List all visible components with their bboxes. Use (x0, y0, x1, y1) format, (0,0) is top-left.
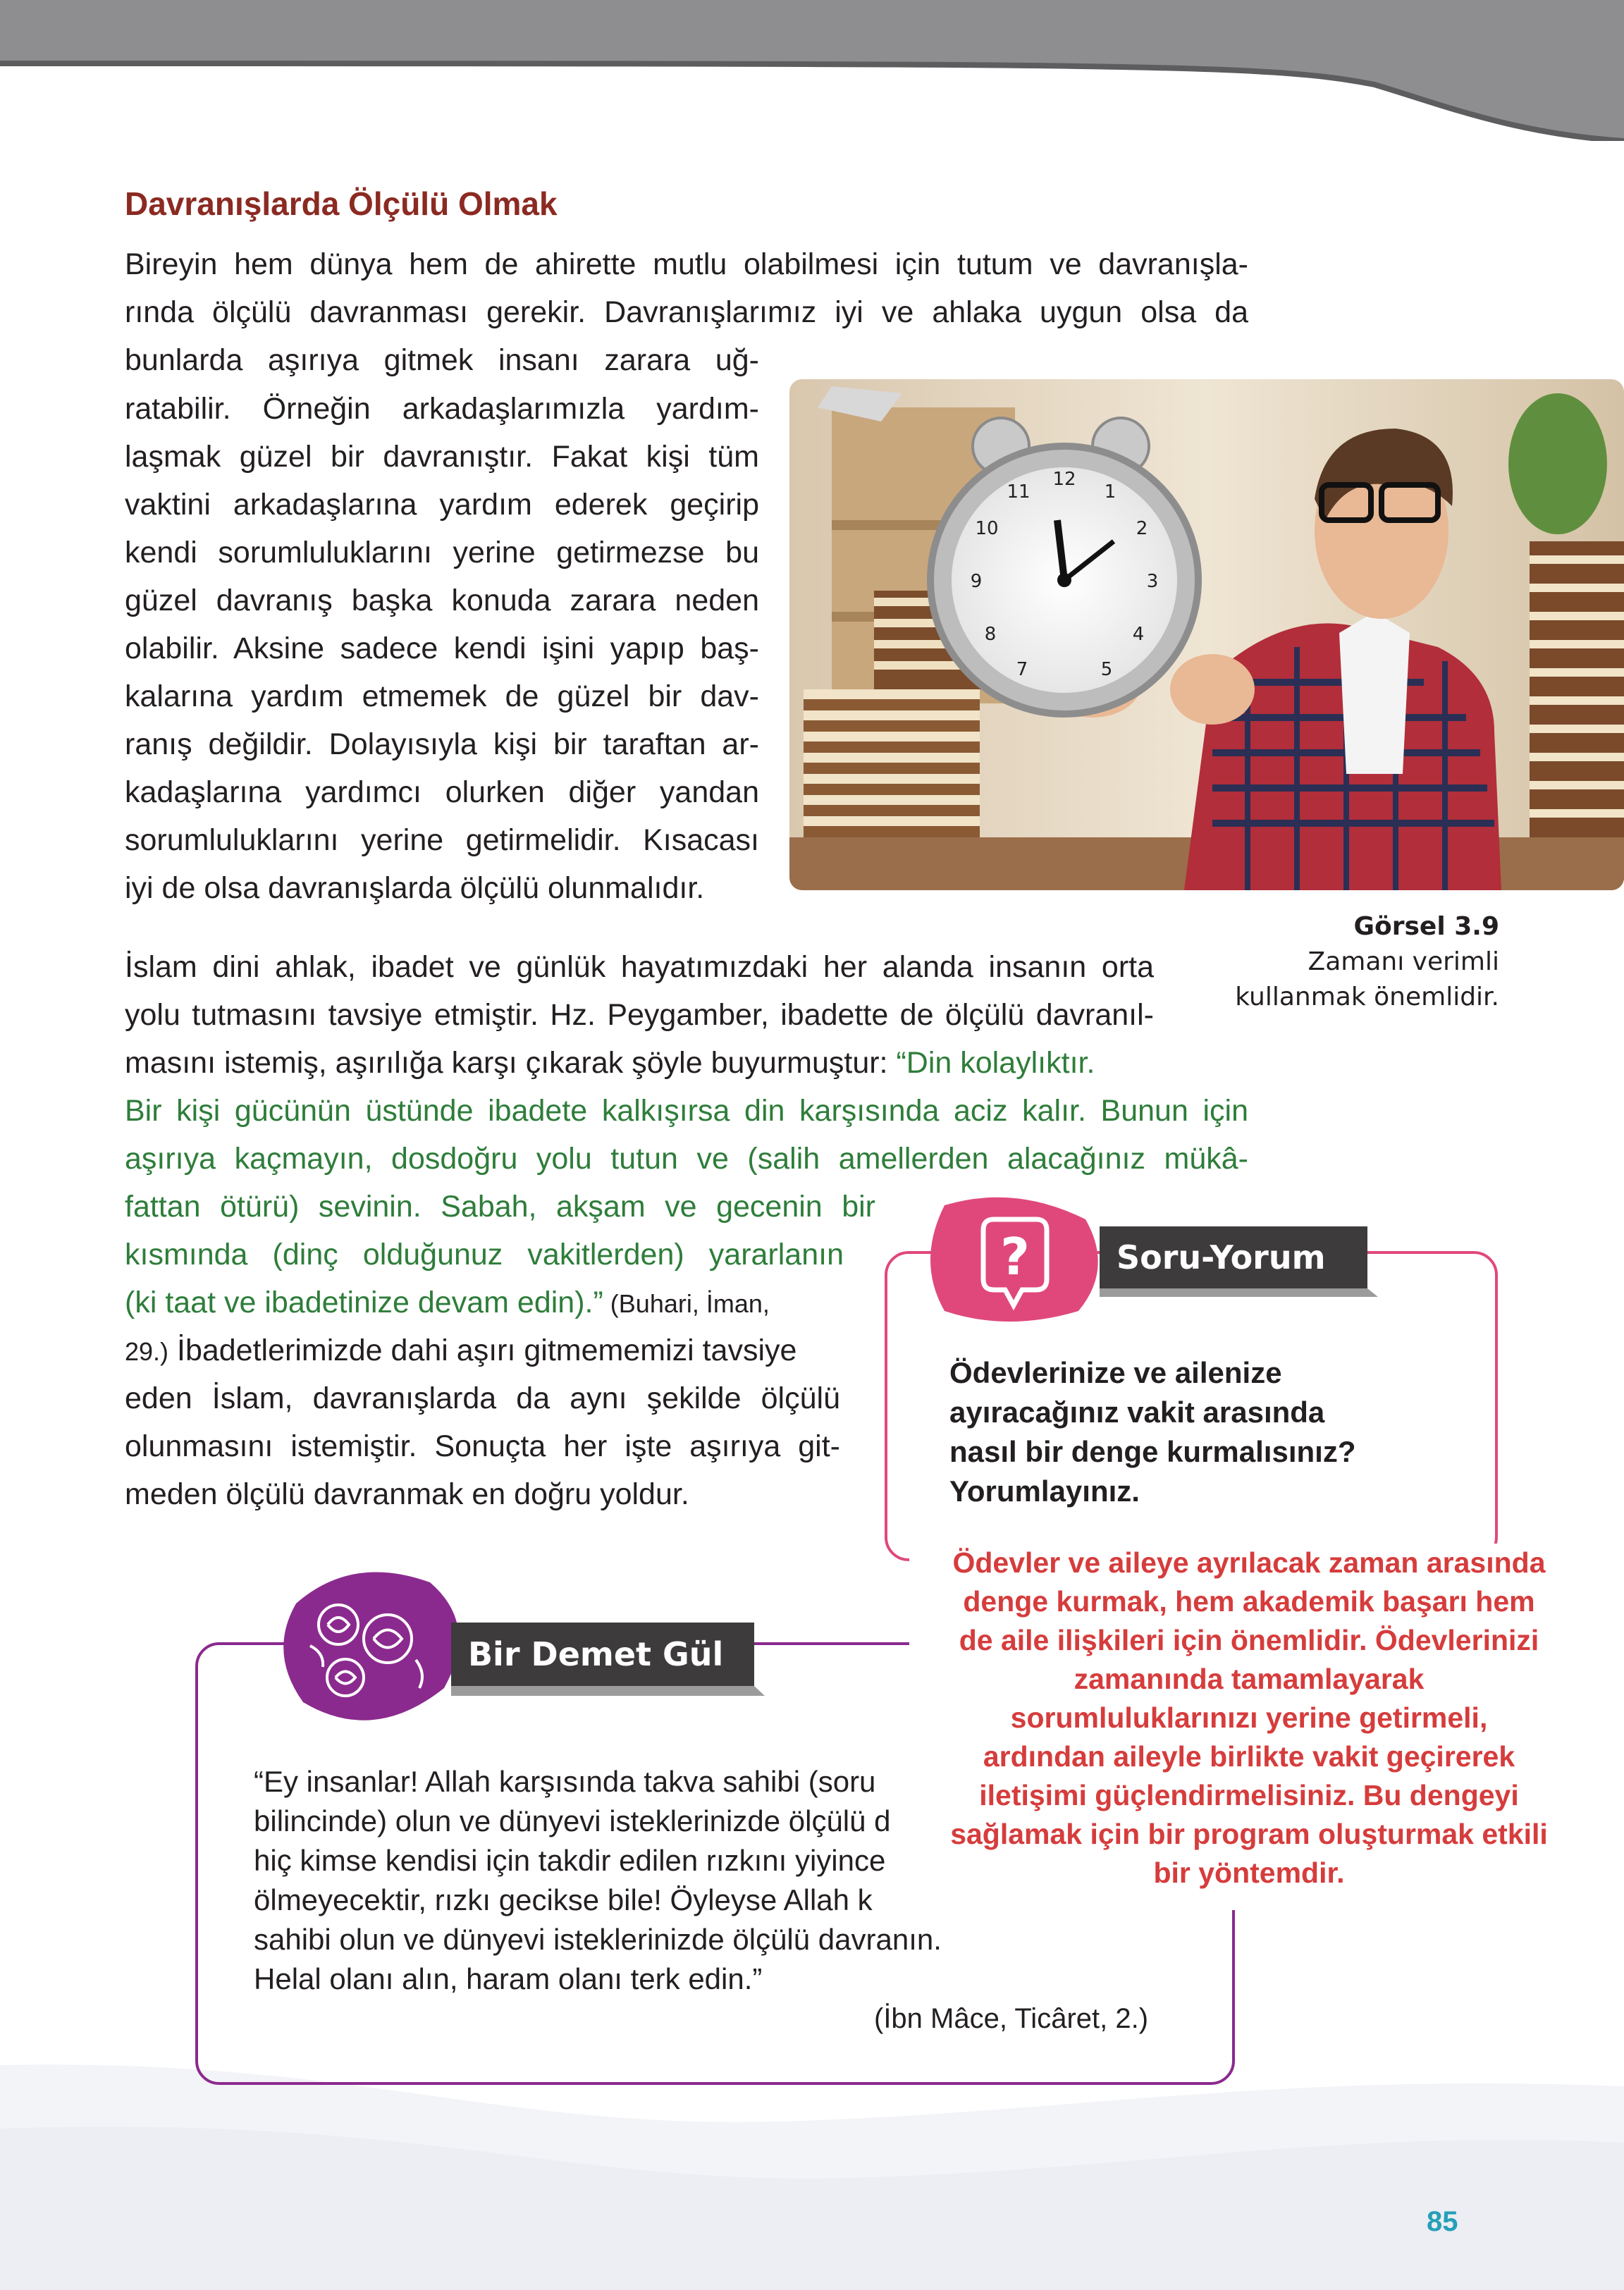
text-line: sorumluluklarını yerine getirmelidir. Kısacası (125, 823, 759, 857)
question-line: Yorumlayınız. (949, 1475, 1140, 1508)
citation-text: 29.) (125, 1337, 169, 1366)
caption-line: Zamanı verimli (1308, 947, 1499, 976)
text-span: masını istemiş, aşırılığa karşı çıkarak şöyle buyurmuştur: (125, 1046, 897, 1080)
bir-demet-gul-label: Bir Demet Gül (451, 1623, 754, 1686)
citation-text: (Buhari, İman, (603, 1289, 770, 1318)
student-clock-photo (789, 379, 1624, 890)
text-line (125, 1281, 770, 1325)
quote-line: Helal olanı alın, haram olanı terk edin.” (254, 1962, 763, 1995)
question-line: ayıracağınız vakit arasında (949, 1396, 1325, 1429)
clock-number: 4 (1132, 624, 1145, 645)
answer-line: bir yöntemdir. (1153, 1857, 1345, 1889)
question-line: Ödevlerinize ve ailenize (949, 1356, 1282, 1389)
text-line: olabilir. Aksine sadece kendi işini yapıp baş- (125, 632, 759, 665)
text-line: Bireyin hem dünya hem de ahirette mutlu olabilmesi için tutum ve davranışla- (125, 247, 1248, 281)
text-line: İslam dini ahlak, ibadet ve günlük hayatımızdaki her alanda insanın orta (125, 950, 1154, 984)
text-line: kalarına yardım etmemek de güzel bir dav- (125, 679, 759, 713)
text-line (125, 1329, 796, 1373)
text-line: kadaşlarına yardımcı olurken diğer yandan (125, 775, 759, 809)
clock-number: 5 (1100, 659, 1113, 680)
hadith-text: (ki taat ve ibadetinize devam edin).” (125, 1286, 603, 1319)
answer-line: zamanında tamamlayarak (1074, 1663, 1425, 1695)
clock-number: 10 (975, 518, 999, 539)
clock-number: 11 (1007, 481, 1031, 503)
text-line: yolu tutmasını tavsiye etmiştir. Hz. Peygamber, ibadette de ölçülü davranıl- (125, 998, 1154, 1032)
photo-illustration (789, 379, 1624, 890)
section-heading: Davranışlarda Ölçülü Olmak (125, 185, 558, 222)
clock-number: 7 (1016, 659, 1028, 680)
text-line: olunmasını istemiştir. Sonuçta her işte aşırıya git- (125, 1429, 840, 1463)
text-span: İbadetlerimizde dahi aşırı gitmememizi tavsiye (168, 1334, 797, 1367)
quote-line: hiç kimse kendisi için takdir edilen rızkını yiyince (254, 1844, 886, 1877)
hadith-text: kısmında (dinç olduğunuz vakitlerden) yararlanın (125, 1238, 844, 1272)
soru-question (949, 1353, 1471, 1511)
hadith-text: fattan ötürü) sevinin. Sabah, akşam ve gecenin bir (125, 1190, 875, 1224)
answer-line: de aile ilişkileri için önemlidir. Ödevlerinizi (959, 1624, 1539, 1656)
answer-line: denge kurmak, hem akademik başarı hem (963, 1585, 1535, 1618)
clock-number: 3 (1146, 571, 1159, 592)
page-number: 85 (1427, 2206, 1458, 2237)
hadith-text: aşırıya kaçmayın, dosdoğru yolu tutun ve (salih amellerden alacağınız mükâ- (125, 1142, 1248, 1176)
text-line: rında ölçülü davranması gerekir. Davranışlarımız iyi ve ahlaka uygun olsa da (125, 295, 1248, 329)
text-line: kendi sorumluluklarını yerine getirmezse bu (125, 536, 759, 570)
demet-quote (254, 1762, 942, 1999)
text-line: vaktini arkadaşlarına yardım ederek geçirip (125, 488, 759, 522)
text-line (125, 1042, 1095, 1084)
clock-number: 1 (1104, 481, 1116, 503)
text-line: meden ölçülü davranmak en doğru yoldur. (125, 1477, 689, 1511)
quote-line: bilincinde) olun ve dünyevi isteklerinizde ölçülü d (254, 1804, 891, 1837)
hadith-text: “Din kolaylıktır. (896, 1046, 1095, 1080)
answer-line: sağlamak için bir program oluşturmak etkili (950, 1818, 1548, 1850)
answer-line: iletişimi güçlendirmelisiniz. Bu dengeyi (979, 1779, 1519, 1811)
quote-line: “Ey insanlar! Allah karşısında takva sahibi (soru (254, 1765, 876, 1798)
clock-number: 8 (984, 624, 997, 645)
text-line: güzel davranış başka konuda zarara neden (125, 584, 759, 617)
top-banner (0, 0, 1624, 141)
answer-line: ardından aileyle birlikte vakit geçirerek (983, 1740, 1515, 1773)
quote-source: (İbn Mâce, Ticâret, 2.) (874, 2003, 1149, 2034)
photo-caption (1235, 909, 1499, 1015)
text-line: iyi de olsa davranışlarda ölçülü olunmalıdır. (125, 871, 705, 905)
clock-number: 2 (1136, 518, 1148, 539)
demet-badge (268, 1561, 479, 1730)
quote-line: sahibi olun ve dünyevi isteklerinizde ölçülü davranın. (254, 1923, 942, 1956)
answer-line: sorumluluklarınızı yerine getirmeli, (1010, 1701, 1488, 1734)
clock-number: 9 (970, 571, 983, 592)
answer-line: Ödevler ve aileye ayrılacak zaman arasında (952, 1546, 1546, 1579)
text-line: ratabilir. Örneğin arkadaşlarımızla yardım- (125, 392, 759, 426)
soru-yorum-badge (923, 1191, 1107, 1325)
question-line: nasıl bir denge kurmalısınız? (949, 1435, 1356, 1468)
question-glyph: ? (1000, 1227, 1030, 1286)
text-line: bunlarda aşırıya gitmek insanı zarara uğ- (125, 343, 759, 377)
soru-yorum-label: Soru-Yorum (1100, 1226, 1367, 1288)
hadith-text: Bir kişi gücünün üstünde ibadete kalkışırsa din karşısında aciz kalır. Bunun için (125, 1094, 1248, 1128)
clock-number: 12 (1052, 469, 1076, 490)
text-line: eden İslam, davranışlarda da aynı şekilde ölçülü (125, 1381, 840, 1415)
answer-text (909, 1544, 1589, 1910)
text-line: ranış değildir. Dolayısıyla kişi bir taraftan ar- (125, 727, 759, 761)
caption-title: Görsel 3.9 (1353, 912, 1499, 941)
text-line: laşmak güzel bir davranıştır. Fakat kişi tüm (125, 440, 759, 474)
caption-line: kullanmak önemlidir. (1235, 983, 1499, 1011)
quote-line: ölmeyecektir, rızkı gecikse bile! Öyleyse Allah k (254, 1883, 873, 1916)
